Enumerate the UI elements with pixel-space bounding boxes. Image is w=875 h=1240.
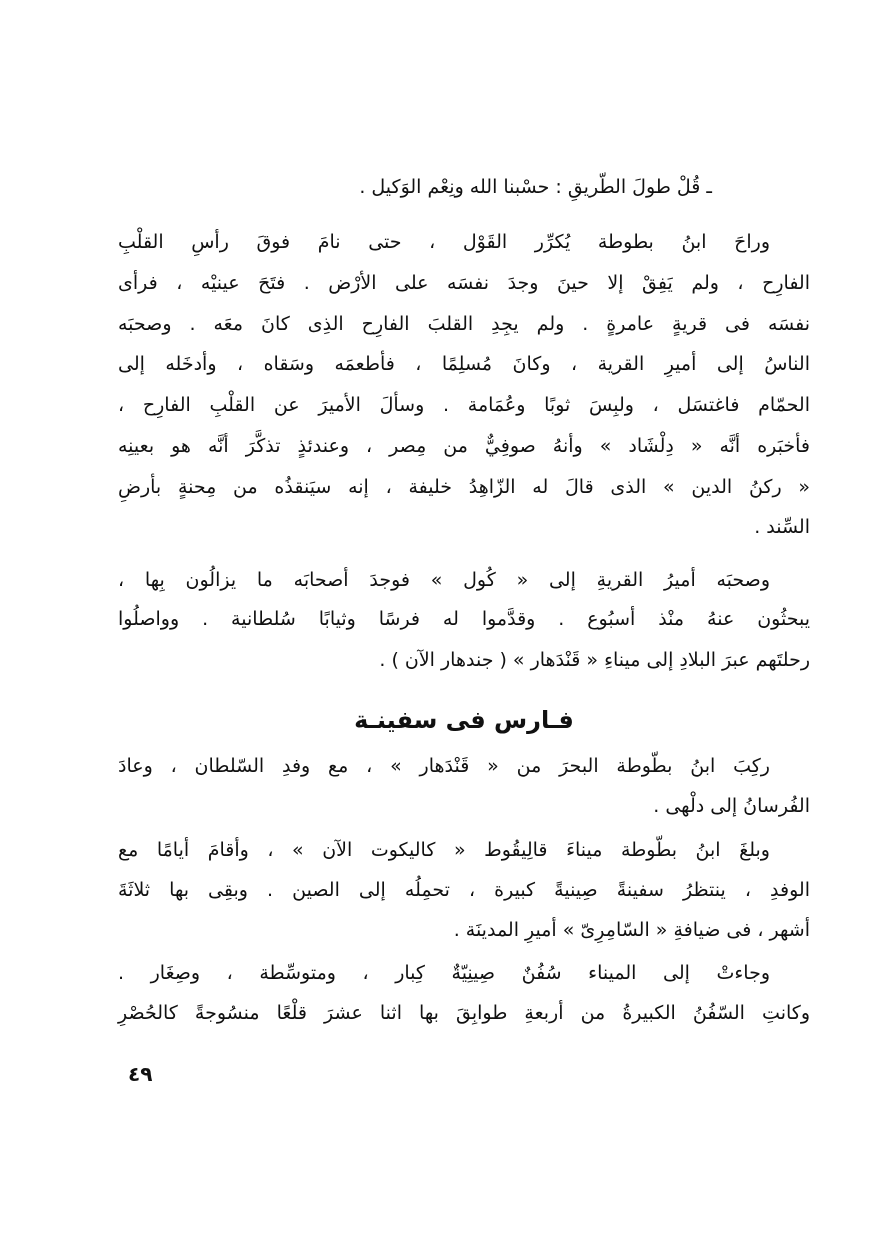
text-line: ـ قُلْ طولَ الطّريقِ : حسْبنا الله ونِعْم الوَكيل .: [359, 176, 712, 198]
text-line: رحلتَهم عبرَ البلادِ إلى ميناءِ « قَنْدَهار » ( جندهار الآن ) .: [379, 649, 810, 671]
text-line: وصحبَه أميرُ القريةِ إلى « كُول » فوجدَ أصحابَه ما يزالُون بِها ،: [118, 569, 770, 591]
text-line: فأخبَره أنَّه « دِلْشَاد » وأنهُ صوفِيٌّ من مِصر ، وعندئذٍ تذكَّرَ أنَّه هو بعينِه: [118, 435, 810, 457]
text-line: وكانتِ السّفُنُ الكبيرةُ من أربعةِ طوابِقَ بها اثنا عشرَ قلْعًا منسُوجةً كالحُصْرِ: [118, 1002, 810, 1024]
text-line: الفارِح ، ولم يَفِقْ إلا حينَ وجدَ نفسَه على الأرْض . فتَحَ عينيْه ، فرأى: [118, 272, 810, 294]
text-line: يبحثُون عنهُ منْذ أسبُوع . وقدَّموا له فرسًا وثيابًا سُلطانية . وواصلُوا: [118, 608, 810, 630]
text-line: « ركنُ الدين » الذى قالَ له الزّاهِدُ خليفة ، إنه سيَنقذُه من مِحنةٍ بأرضِ: [118, 476, 810, 498]
text-line: الفُرسانُ إلى دلْهى .: [653, 795, 810, 817]
text-line: وبلغَ ابنُ بطّوطة ميناءَ قالِيقُوط « كاليكوت الآن » ، وأقامَ أيامًا مع: [118, 839, 770, 861]
text-line: الناسُ إلى أميرِ القرية ، وكانَ مُسلِمًا ، فأطعمَه وسَقاه ، وأدخَله إلى: [118, 353, 810, 375]
section-heading: فـارس فى سفينـة: [354, 706, 574, 734]
text-line: وجاءتْ إلى الميناء سُفُنٌ صِينِيّةٌ كِبار ، ومتوسِّطة ، وصِغَار .: [118, 962, 770, 984]
page-number: ٤٩: [128, 1062, 153, 1086]
text-line: نفسَه فى قريةٍ عامرةٍ . ولم يجِدِ القلبَ الفارِح الذِى كانَ معَه . وصحبَه: [118, 313, 810, 335]
text-line: الوفدِ ، ينتظرُ سفينةً صِينيةً كبيرة ، تحمِلُه إلى الصين . وبقِى بها ثلاثَةَ: [118, 879, 810, 901]
text-line: الحمّام فاغتسَل ، ولبِسَ ثوبًا وعُمَامة . وسألَ الأميرَ عن القلْبِ الفارِح ،: [118, 394, 810, 416]
text-line: ركِبَ ابنُ بطّوطة البحرَ من « قَنْدَهار » ، مع وفدِ السّلطان ، وعادَ: [118, 755, 770, 777]
text-line: وراحَ ابنُ بطوطة يُكرِّر القَوْل ، حتى نامَ فوقَ رأسِ القلْبِ: [118, 231, 770, 253]
text-line: أشهر ، فى ضيافةِ « السّامِرِىّ » أميرِ المدينَة .: [453, 919, 810, 941]
text-line: السِّند .: [754, 516, 810, 538]
